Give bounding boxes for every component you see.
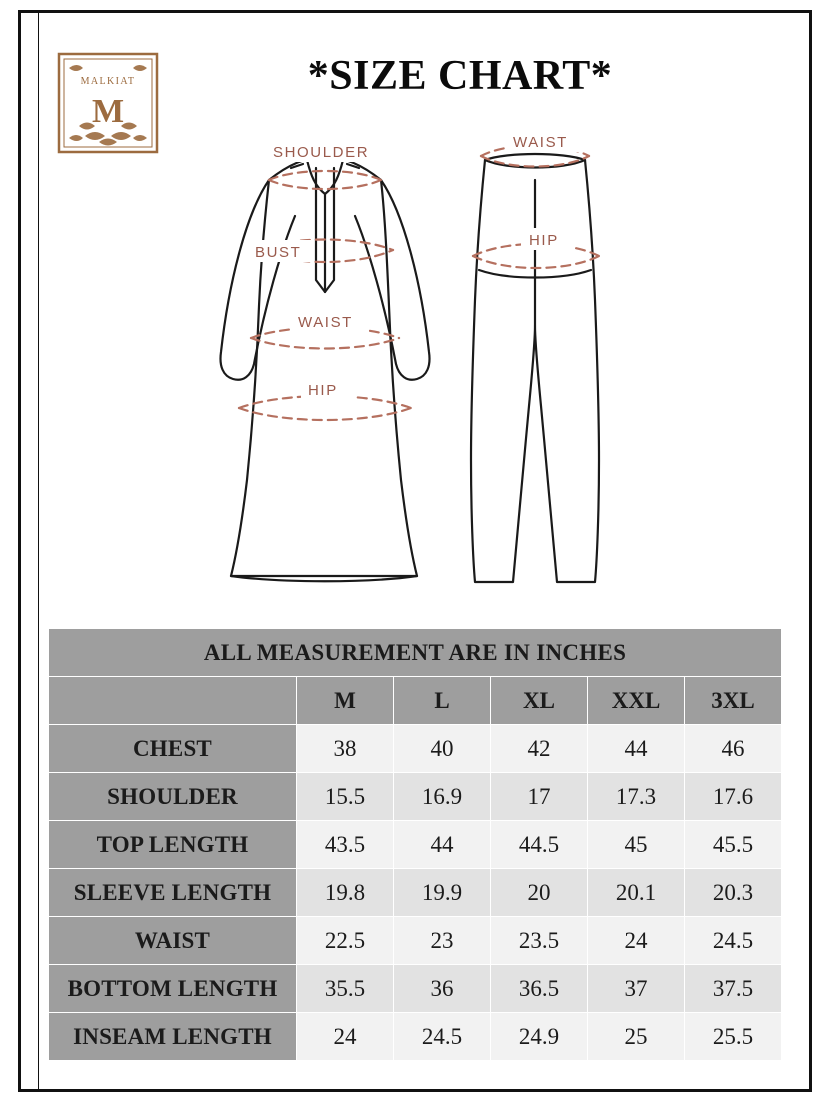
- table-row: [49, 773, 782, 821]
- cell-bottom-length-3xl: 37.5: [685, 965, 782, 1013]
- row-label-bottom-length: BOTTOM LENGTH: [49, 965, 297, 1013]
- brand-name-text: MALKIAT: [80, 76, 136, 87]
- table-banner-row: [49, 629, 782, 677]
- table-banner: ALL MEASUREMENT ARE IN INCHES: [49, 629, 782, 677]
- size-header-m: M: [297, 677, 394, 725]
- waist-label-text: WAIST: [298, 314, 353, 331]
- row-label-inseam-length: INSEAM LENGTH: [49, 1013, 297, 1061]
- cell-inseam-length-3xl: 25.5: [685, 1013, 782, 1061]
- row-label-shoulder: SHOULDER: [49, 773, 297, 821]
- cell-waist-xl: 23.5: [491, 917, 588, 965]
- cell-bottom-length-xl: 36.5: [491, 965, 588, 1013]
- cell-chest-l: 40: [394, 725, 491, 773]
- size-table-wrapper: [48, 628, 782, 1061]
- table-corner-cell: [49, 677, 297, 725]
- cell-chest-xxl: 44: [588, 725, 685, 773]
- cell-shoulder-l: 16.9: [394, 773, 491, 821]
- cell-shoulder-3xl: 17.6: [685, 773, 782, 821]
- garment-illustration: [185, 120, 705, 620]
- table-row: [49, 965, 782, 1013]
- page-title: *SIZE CHART*: [307, 53, 613, 99]
- cell-waist-m: 22.5: [297, 917, 394, 965]
- cell-sleeve-length-l: 19.9: [394, 869, 491, 917]
- brand-monogram-text: M: [91, 93, 125, 130]
- cell-waist-3xl: 24.5: [685, 917, 782, 965]
- cell-top-length-3xl: 45.5: [685, 821, 782, 869]
- cell-inseam-length-xl: 24.9: [491, 1013, 588, 1061]
- cell-inseam-length-m: 24: [297, 1013, 394, 1061]
- hip-label-text: HIP: [308, 382, 338, 399]
- row-label-top-length: TOP LENGTH: [49, 821, 297, 869]
- cell-inseam-length-xxl: 25: [588, 1013, 685, 1061]
- cell-bottom-length-l: 36: [394, 965, 491, 1013]
- row-label-chest: CHEST: [49, 725, 297, 773]
- cell-waist-xxl: 24: [588, 917, 685, 965]
- shoulder-label-text: SHOULDER: [273, 144, 370, 161]
- cell-top-length-m: 43.5: [297, 821, 394, 869]
- table-row: [49, 725, 782, 773]
- cell-sleeve-length-m: 19.8: [297, 869, 394, 917]
- size-header-l: L: [394, 677, 491, 725]
- brand-logo: [55, 50, 161, 156]
- cell-chest-m: 38: [297, 725, 394, 773]
- table-size-header-row: [49, 677, 782, 725]
- cell-sleeve-length-xxl: 20.1: [588, 869, 685, 917]
- table-row: [49, 821, 782, 869]
- cell-bottom-length-m: 35.5: [297, 965, 394, 1013]
- table-row: [49, 869, 782, 917]
- cell-top-length-xl: 44.5: [491, 821, 588, 869]
- table-row: [49, 1013, 782, 1061]
- cell-inseam-length-l: 24.5: [394, 1013, 491, 1061]
- row-label-sleeve-length: SLEEVE LENGTH: [49, 869, 297, 917]
- cell-sleeve-length-3xl: 20.3: [685, 869, 782, 917]
- cell-shoulder-m: 15.5: [297, 773, 394, 821]
- cell-bottom-length-xxl: 37: [588, 965, 685, 1013]
- table-row: [49, 917, 782, 965]
- leggings-hip-label-text: HIP: [529, 232, 559, 249]
- cell-sleeve-length-xl: 20: [491, 869, 588, 917]
- page-inner-rule: [38, 12, 39, 1092]
- cell-chest-3xl: 46: [685, 725, 782, 773]
- cell-top-length-xxl: 45: [588, 821, 685, 869]
- cell-shoulder-xl: 17: [491, 773, 588, 821]
- leggings-waist-label-text: WAIST: [513, 134, 568, 151]
- size-header-xl: XL: [491, 677, 588, 725]
- row-label-waist: WAIST: [49, 917, 297, 965]
- bust-label-text: BUST: [255, 244, 302, 261]
- cell-top-length-l: 44: [394, 821, 491, 869]
- cell-waist-l: 23: [394, 917, 491, 965]
- size-header-xxl: XXL: [588, 677, 685, 725]
- cell-chest-xl: 42: [491, 725, 588, 773]
- size-header-3xl: 3XL: [685, 677, 782, 725]
- size-table: [48, 628, 782, 1061]
- cell-shoulder-xxl: 17.3: [588, 773, 685, 821]
